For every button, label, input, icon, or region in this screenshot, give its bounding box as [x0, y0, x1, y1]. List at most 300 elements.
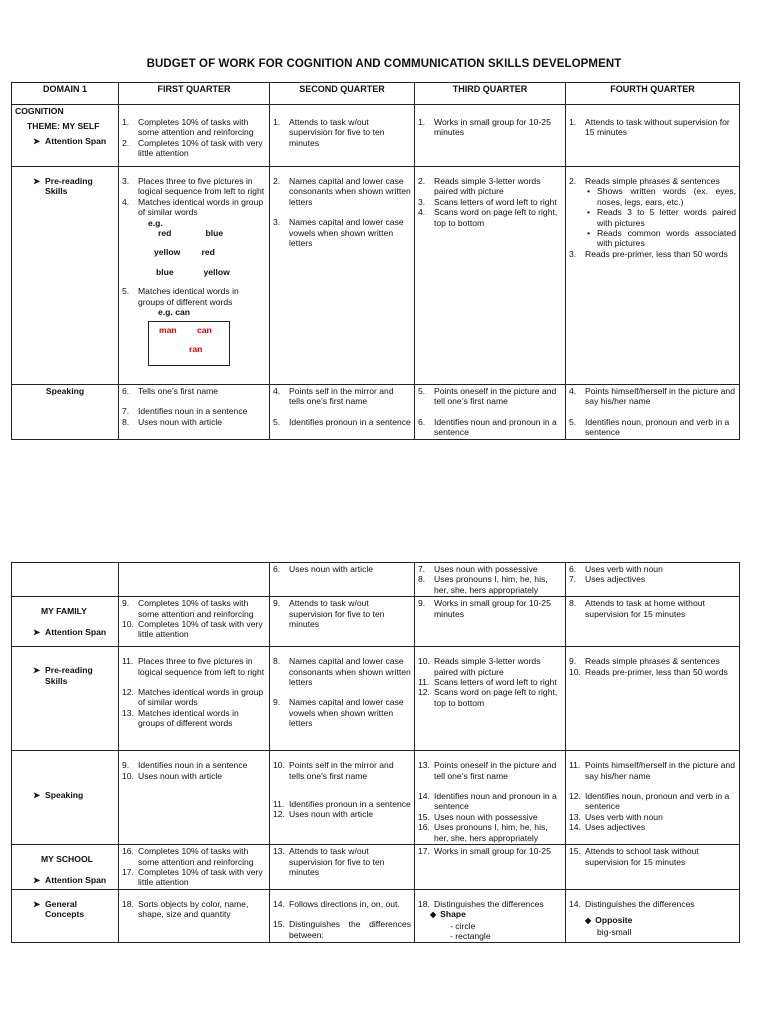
table-row: [12, 597, 740, 647]
item-number: 2.: [122, 137, 130, 148]
attention-span-label: ➤ Attention Span: [33, 135, 107, 146]
item-number: 16.: [122, 846, 134, 857]
item-number: 1.: [273, 117, 281, 127]
list-item: [418, 822, 562, 843]
item-number: 9.: [273, 697, 281, 708]
item-text: Uses verb with noun: [585, 564, 663, 574]
domain-cell: [12, 597, 119, 647]
item-number: 7.: [122, 406, 130, 417]
list-item: [273, 760, 411, 781]
document-title: BUDGET OF WORK FOR COGNITION AND COMMUNICATION SKILLS DEVELOPMENT: [146, 58, 622, 70]
q2-cell: [270, 889, 415, 943]
list-item: [418, 197, 562, 207]
item-number: 10.: [569, 666, 581, 677]
q4-cell: [566, 597, 740, 647]
item-text: Uses noun with article: [138, 770, 223, 781]
numbered-list: [569, 846, 736, 867]
q1-cell: [119, 563, 270, 597]
item-text: Reads pre-primer, less than 50 words: [585, 666, 728, 677]
item-text: Works in small group for 10-25: [434, 846, 551, 857]
list-item: [122, 687, 266, 708]
bullet-list: [569, 186, 736, 248]
item-text: Scans letters of word left to right: [434, 196, 557, 207]
list-item: [122, 899, 266, 920]
item-number: 12.: [122, 687, 134, 698]
word: ran: [189, 344, 203, 355]
list-item: [569, 812, 736, 822]
list-item: [122, 417, 266, 427]
list-item: [418, 677, 562, 687]
example-label: e.g.: [148, 217, 163, 228]
list-item: [122, 760, 266, 770]
item-number: 16.: [418, 822, 430, 833]
numbered-list: [122, 117, 266, 159]
item-number: 11.: [569, 760, 581, 771]
q2-cell: [270, 597, 415, 647]
table-row: [12, 889, 740, 943]
item-number: 9.: [418, 598, 426, 609]
header-row: [12, 83, 740, 105]
shape-heading: ◆ Shape: [430, 909, 466, 920]
item-number: 14.: [418, 791, 430, 802]
numbered-list: [569, 598, 736, 619]
header-third-quarter: THIRD QUARTER: [415, 83, 566, 105]
numbered-list: [273, 564, 411, 574]
item-text: Uses pronouns I, him, he, his, her, she, hers appropriately: [434, 574, 548, 595]
q4-cell: [566, 889, 740, 943]
q4-cell: [566, 167, 740, 385]
q3-cell: [415, 647, 566, 751]
item-text: Uses pronouns I, him, he, his, her, she, hers appropriately: [434, 822, 548, 843]
item-number: 7.: [569, 574, 577, 585]
item-number: 3.: [273, 217, 281, 228]
item-text: Attends to task w/out supervision for five to ten minutes: [289, 598, 385, 630]
q3-cell: [415, 105, 566, 167]
item-number: 14.: [273, 898, 285, 909]
item-text: Scans word on page left to right, top to bottom: [434, 207, 558, 228]
word: man: [159, 325, 177, 336]
item-number: 6.: [273, 564, 281, 574]
item-number: 8.: [273, 656, 281, 667]
list-item: [122, 598, 266, 619]
numbered-list: [122, 598, 266, 640]
example-words: [148, 218, 266, 278]
item-text: Matches identical words in groups of different words: [138, 707, 239, 729]
q4-cell: [566, 845, 740, 890]
q4-cell: [566, 647, 740, 751]
q1-cell: [119, 597, 270, 647]
list-item: [273, 117, 411, 148]
item-number: 13.: [273, 846, 285, 857]
table-row: [12, 845, 740, 890]
table-row: [12, 385, 740, 440]
item-text: Identifies noun and pronoun in a sentence: [434, 791, 557, 812]
list-item: 2. Reads simple phrases & sentences: [569, 176, 720, 186]
list-item: [569, 386, 736, 407]
list-item: [273, 564, 411, 574]
item-text: Identifies noun and pronoun in a sentence: [434, 416, 557, 438]
speaking-label: ➤ Speaking: [33, 790, 84, 801]
item-text: Scans word on page left to right, top to bottom: [434, 687, 558, 708]
domain-cell: [12, 167, 119, 385]
table-row: [12, 105, 740, 167]
list-item: [418, 846, 562, 856]
item-number: 11.: [122, 656, 134, 667]
q1-cell: [119, 845, 270, 890]
numbered-list: [122, 386, 266, 396]
numbered-list: [122, 176, 266, 218]
item-number: 10.: [122, 770, 134, 781]
item-number: 9.: [122, 598, 130, 609]
domain-cell: [12, 647, 119, 751]
list-item: [569, 117, 736, 138]
list-item: [569, 760, 736, 781]
item-text: Completes 10% of task with very little attention: [138, 619, 263, 640]
table-row: [12, 751, 740, 845]
q2-cell: [270, 751, 415, 845]
q1-cell: [119, 167, 270, 385]
list-item: [418, 176, 562, 197]
item-number: 9.: [569, 656, 577, 667]
word: blue: [205, 228, 224, 239]
item-text: Uses verb with noun: [585, 811, 663, 822]
q1-cell: [119, 751, 270, 845]
item-number: 4.: [273, 386, 281, 396]
list-item: [569, 822, 736, 832]
list-item: [418, 207, 562, 228]
numbered-list: [122, 846, 266, 888]
item-number: 5.: [122, 286, 130, 297]
numbered-list: [122, 406, 266, 427]
item-number: 9.: [122, 760, 130, 771]
q2-cell: [270, 167, 415, 385]
item-text: Reads simple phrases & sentences: [585, 656, 720, 667]
item-number: 3.: [122, 176, 130, 186]
item-text: Points oneself in the picture and tell one’s first name: [434, 386, 557, 407]
item-text: Attends to task w/out supervision for five to ten minutes: [289, 846, 385, 878]
q2-cell: [270, 647, 415, 751]
list-item: [418, 564, 562, 574]
list-item: [273, 656, 411, 687]
item-text: Reads simple 3-letter words paired with picture: [434, 656, 541, 677]
word: can: [197, 325, 212, 336]
item-text: Uses noun with possessive: [434, 811, 538, 822]
item-text: Works in small group for 10-25 minutes: [434, 117, 551, 138]
q3-cell: [415, 889, 566, 943]
item-number: 13.: [569, 811, 581, 822]
arrow-bullet-icon: ➤: [33, 898, 41, 909]
table-row: [12, 167, 740, 385]
list-item: [418, 760, 562, 781]
domain-cognition-label: COGNITION: [15, 106, 64, 116]
numbered-list: [569, 656, 736, 677]
list-item: [122, 197, 266, 218]
general-concepts-label: ➤ General Concepts: [33, 898, 85, 920]
header-fourth-quarter: FOURTH QUARTER: [566, 83, 740, 105]
list-item: [273, 598, 411, 629]
q4-cell: [566, 385, 740, 440]
item-text: Uses noun with possessive: [434, 564, 538, 574]
domain-cell: [12, 889, 119, 943]
list-item: [418, 687, 562, 708]
numbered-list: [569, 386, 736, 407]
item-number: 2.: [273, 176, 281, 186]
list-item: [569, 667, 736, 677]
numbered-list: [418, 176, 562, 228]
item-number: 6.: [418, 416, 426, 427]
item-text: Completes 10% of tasks with some attention and reinforcing: [138, 846, 254, 867]
list-item: [418, 899, 562, 909]
item-text: Distinguishes the differences between:: [289, 919, 411, 940]
item-number: 5.: [418, 386, 426, 396]
item-text: Names capital and lower case vowels when shown written letters: [289, 697, 404, 729]
item-text: Attends to task at home without supervision for 15 minutes: [585, 598, 705, 619]
attention-span-label: ➤ Attention Span: [33, 626, 107, 637]
item-text: Identifies noun, pronoun and verb in a sentence: [585, 791, 730, 812]
list-item: [122, 138, 266, 159]
numbered-list: [418, 386, 562, 407]
q4-cell: [566, 105, 740, 167]
numbered-list: [273, 697, 411, 728]
item-number: 1.: [569, 117, 577, 127]
arrow-bullet-icon: ➤: [33, 665, 41, 676]
item-text: Scans letters of word left to right: [434, 677, 557, 688]
q3-cell: [415, 385, 566, 440]
item-text: Identifies noun, pronoun and verb in a sentence: [585, 416, 730, 438]
item-text: Completes 10% of tasks with some attention and reinforcing: [138, 117, 254, 138]
word: red: [201, 247, 215, 258]
domain-cell: [12, 845, 119, 890]
numbered-list: [273, 799, 411, 820]
item-number: 13.: [122, 707, 134, 718]
item-text: Completes 10% of tasks with some attention and reinforcing: [138, 598, 254, 619]
opposite-item: big-small: [597, 926, 632, 937]
item-number: 15.: [418, 811, 430, 822]
item-number: 17.: [418, 846, 430, 857]
item-number: 5.: [569, 416, 577, 427]
q3-cell: [415, 751, 566, 845]
numbered-list: [569, 899, 736, 909]
list-item: [418, 791, 562, 812]
numbered-list: [569, 791, 736, 833]
item-number: 4.: [569, 386, 577, 396]
list-item: [273, 919, 411, 940]
list-item: [122, 708, 266, 729]
list-item: [569, 656, 736, 666]
item-number: 10.: [418, 656, 430, 667]
example-can-label: e.g. can: [158, 307, 190, 318]
list-item: [273, 417, 411, 427]
speaking-label: Speaking: [45, 386, 85, 396]
q1-cell: [119, 385, 270, 440]
item-text: Places three to five pictures in logical sequence from left to right: [138, 656, 265, 677]
item-number: 2.: [418, 176, 426, 186]
item-text: Attends to task without supervision for 15 minutes: [585, 117, 730, 138]
list-item: [273, 697, 411, 728]
word: yellow: [203, 266, 230, 277]
arrow-bullet-icon: ➤: [33, 874, 41, 885]
numbered-list: [273, 176, 411, 248]
numbered-list: [418, 656, 562, 708]
list-item: 3. Reads pre-primer, less than 50 words: [569, 248, 728, 259]
item-text: Completes 10% of task with very little attention: [138, 867, 263, 888]
item-number: 6.: [122, 386, 130, 396]
word: red: [158, 228, 172, 239]
numbered-list: [418, 417, 562, 438]
numbered-list: [273, 919, 411, 940]
numbered-list: [273, 386, 411, 407]
list-item: [418, 117, 562, 138]
numbered-list: [418, 564, 562, 595]
item-number: 7.: [418, 564, 426, 574]
item-number: 11.: [273, 799, 285, 810]
list-item: [569, 899, 736, 909]
numbered-list: [569, 417, 736, 438]
item-text: Points self in the mirror and tells one’s first name: [289, 386, 394, 407]
numbered-list: [273, 760, 411, 781]
item-number: 3.: [418, 196, 426, 207]
q1-cell: [119, 105, 270, 167]
numbered-list: [418, 899, 562, 909]
item-text: Matches identical words in groups of different words: [138, 286, 239, 307]
item-number: 6.: [569, 564, 577, 574]
item-text: Works in small group for 10-25 minutes: [434, 598, 551, 619]
attention-span-label: ➤ Attention Span: [33, 874, 107, 885]
list-item: [569, 598, 736, 619]
list-item: [418, 656, 562, 677]
domain-cell: [12, 105, 119, 167]
item-text: Matches identical words in group of similar words: [138, 196, 264, 218]
list-item: [122, 286, 266, 307]
numbered-list: [122, 899, 266, 920]
numbered-list: [273, 656, 411, 687]
arrow-bullet-icon: ➤: [33, 790, 41, 801]
word: blue: [156, 266, 174, 277]
q2-cell: [270, 385, 415, 440]
domain-cell: [12, 385, 119, 440]
item-text: Identifies noun in a sentence: [138, 760, 248, 771]
item-text: Attends to task w/out supervision for five to ten minutes: [289, 117, 385, 148]
numbered-list: [122, 687, 266, 729]
list-item: [569, 574, 736, 584]
diamond-bullet-icon: ◆: [585, 916, 592, 926]
list-item: [273, 799, 411, 809]
q4-cell: [566, 751, 740, 845]
budget-table-page-2: [11, 562, 740, 943]
list-item: [418, 386, 562, 407]
arrow-bullet-icon: ➤: [33, 135, 41, 146]
list-item: [122, 846, 266, 867]
item-text: Sorts objects by color, name, shape, size and quantity: [138, 898, 249, 920]
numbered-list: [569, 760, 736, 781]
numbered-list: [273, 899, 411, 909]
list-item: [122, 771, 266, 781]
header-first-quarter: FIRST QUARTER: [119, 83, 270, 105]
item-text: Matches identical words in group of similar words: [138, 687, 264, 708]
list-item: [418, 812, 562, 822]
domain-cell: [12, 751, 119, 845]
item-number: 15.: [569, 846, 581, 857]
shape-item: - rectangle: [450, 931, 491, 942]
numbered-list: [418, 117, 562, 138]
item-text: Points oneself in the picture and tell one’s first name: [434, 760, 557, 781]
item-text: Uses adjectives: [585, 574, 646, 585]
list-item: [122, 656, 266, 677]
item-number: 10.: [273, 760, 285, 771]
numbered-list: [418, 791, 562, 843]
arrow-bullet-icon: ➤: [33, 626, 41, 637]
item-number: 15.: [273, 919, 285, 930]
item-number: 18.: [418, 898, 430, 909]
domain-cell: [12, 563, 119, 597]
q2-cell: [270, 563, 415, 597]
theme-label: MY FAMILY: [41, 606, 87, 617]
theme-label: MY SCHOOL: [41, 854, 93, 865]
item-text: Attends to school task without supervision for 15 minutes: [585, 846, 699, 867]
item-text: Distinguishes the differences: [585, 898, 695, 909]
word-box: [148, 321, 230, 366]
list-item: [569, 564, 736, 574]
item-number: 1.: [122, 117, 130, 127]
theme-label: THEME: MY SELF: [27, 121, 100, 132]
list-item: • Shows written words (ex. eyes, noses, legs, ears, etc.): [597, 186, 736, 207]
list-item: [418, 598, 562, 619]
list-spacer: [273, 207, 411, 217]
item-number: 4.: [122, 196, 130, 207]
prereading-label: ➤ Pre-reading Skills: [33, 665, 93, 686]
q3-cell: [415, 563, 566, 597]
q4-cell: [566, 563, 740, 597]
numbered-list: [273, 846, 411, 877]
item-number: 12.: [418, 687, 430, 698]
item-number: 8.: [122, 416, 130, 427]
table-row: [12, 647, 740, 751]
list-item: [122, 386, 266, 396]
budget-table-page-1: [11, 82, 740, 440]
list-item: [273, 899, 411, 909]
item-text: Uses noun with article: [138, 416, 223, 427]
item-number: 4.: [418, 207, 426, 218]
item-text: Uses noun with article: [289, 809, 374, 820]
opposite-heading: ◆ Opposite: [585, 915, 633, 926]
list-item: • Reads 3 to 5 letter words paired with pictures: [597, 207, 736, 228]
item-number: 18.: [122, 898, 134, 909]
numbered-list: [418, 598, 562, 619]
item-text: Follows directions in, on, out.: [289, 898, 400, 909]
item-number: 12.: [569, 791, 581, 802]
numbered-list: [273, 117, 411, 148]
list-item: [273, 176, 411, 207]
item-text: Points himself/herself in the picture and say his/her name: [585, 386, 735, 407]
item-text: Completes 10% of task with very little attention: [138, 137, 263, 159]
item-text: Names capital and lower case consonants when shown written letters: [289, 176, 411, 207]
prereading-label: ➤ Pre-reading Skills: [33, 176, 93, 197]
numbered-list: [122, 286, 266, 307]
diamond-bullet-icon: ◆: [430, 910, 437, 920]
numbered-list: [418, 846, 562, 856]
item-text: Names capital and lower case consonants when shown written letters: [289, 656, 411, 688]
item-number: 8.: [569, 598, 577, 609]
item-number: 12.: [273, 809, 285, 820]
item-number: 5.: [273, 416, 281, 427]
list-item: [273, 217, 411, 248]
list-item: [569, 417, 736, 438]
q2-cell: [270, 845, 415, 890]
list-item: [273, 846, 411, 877]
item-text: Uses adjectives: [585, 822, 646, 833]
q2-cell: [270, 105, 415, 167]
item-text: Uses noun with article: [289, 564, 374, 574]
